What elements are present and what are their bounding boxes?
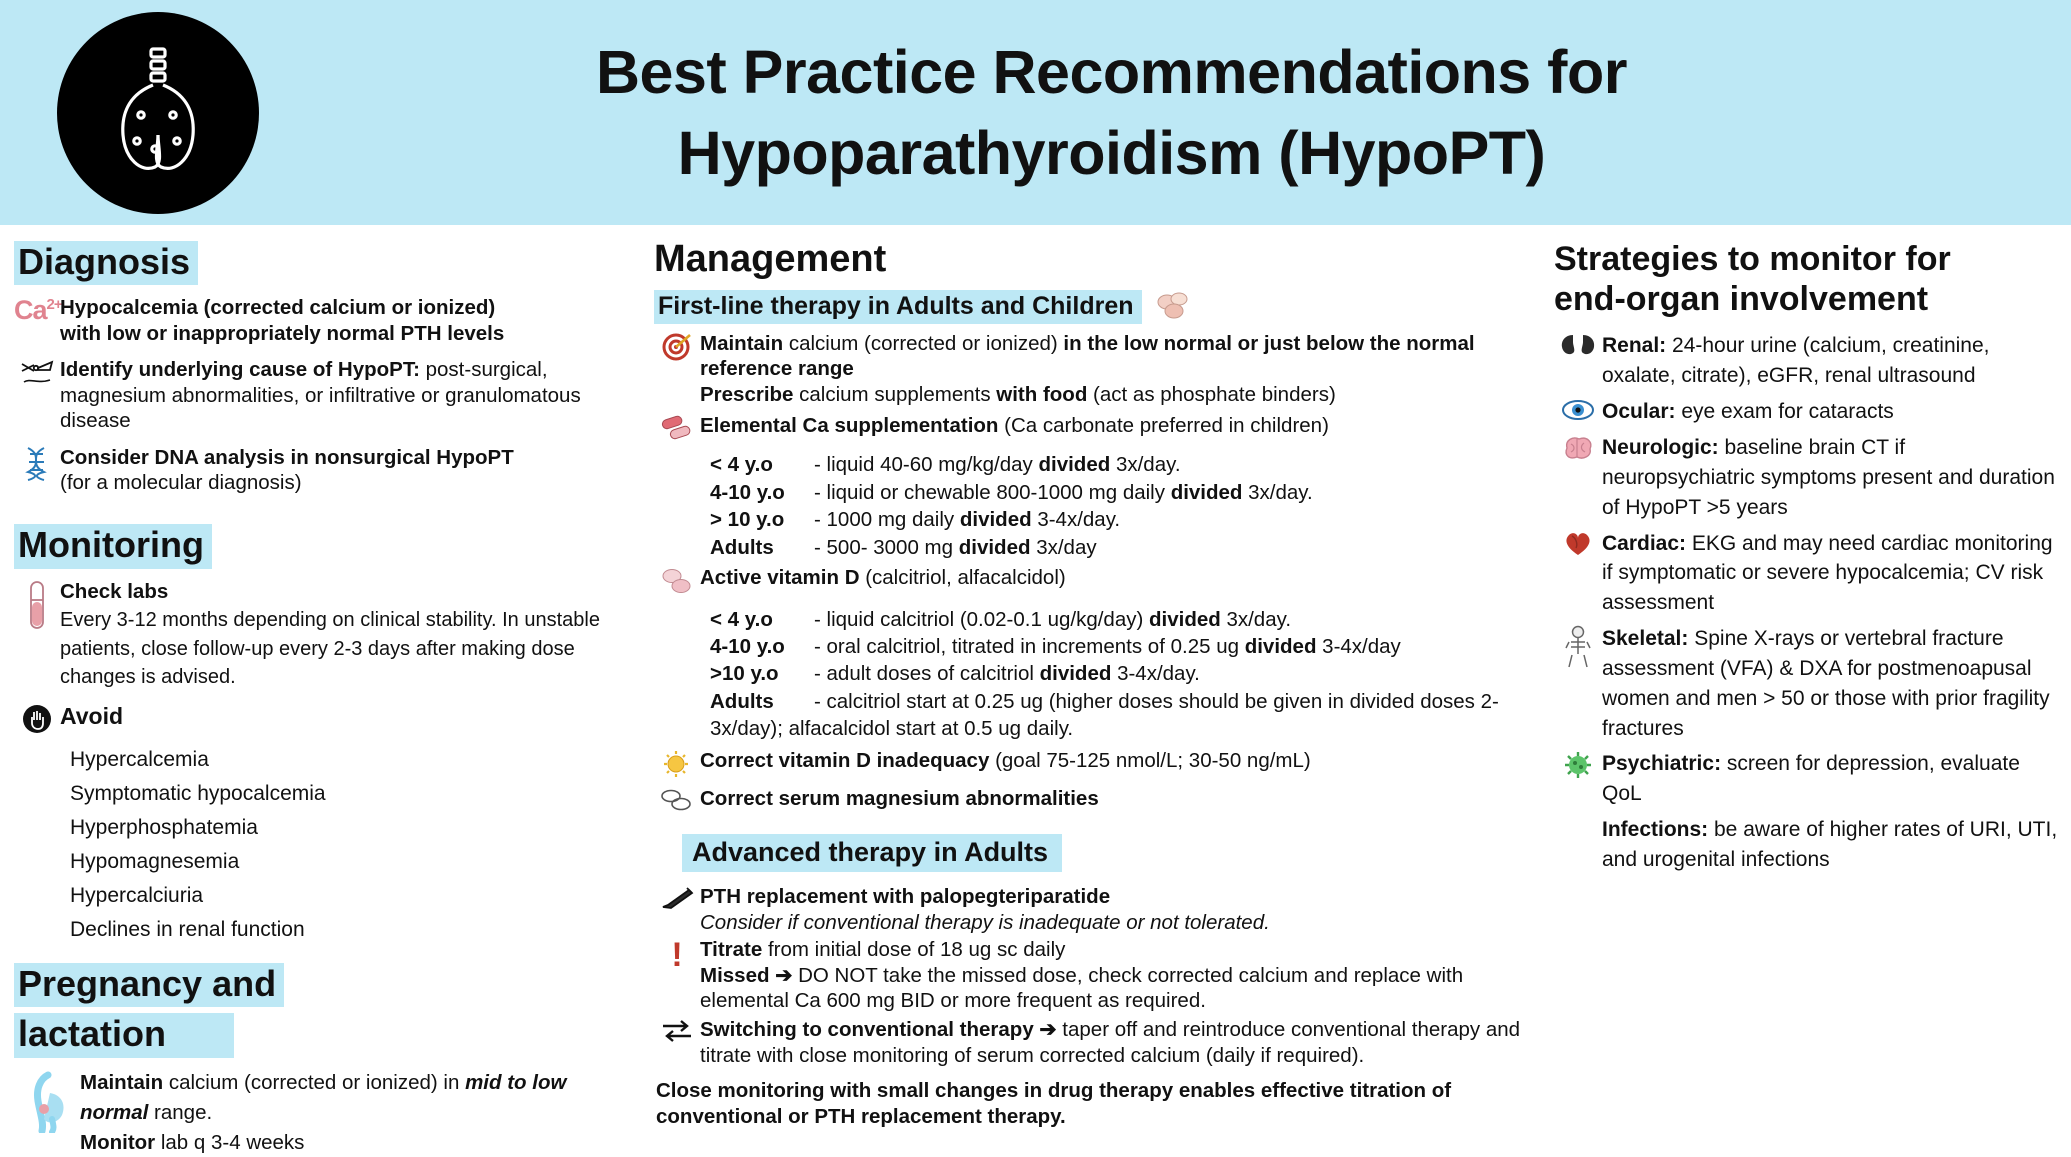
strategy-label: Psychiatric: xyxy=(1602,752,1722,776)
missed-bold: Missed ➔ xyxy=(700,963,793,987)
dose-post: 3x/day xyxy=(1030,535,1097,559)
maintain-text: calcium (corrected or ionized) xyxy=(783,331,1064,355)
dose-label: > 10 y.o xyxy=(710,508,785,532)
dose-bold: divided xyxy=(1149,607,1221,631)
tablets-icon xyxy=(654,565,700,601)
thyroid-gland-icon xyxy=(57,12,259,214)
none xyxy=(1554,815,1602,816)
exclamation-mark-icon: ! xyxy=(671,936,683,975)
diagnosis-hypocalcemia-line1: Hypocalcemia (corrected calcium or ionized) xyxy=(60,296,496,320)
management-maintain xyxy=(654,331,1530,407)
diagnosis-cause-text: post-surgical, magnesium abnormalities, or infiltrative or granulomatous disease xyxy=(60,358,581,433)
capsules-icon xyxy=(654,413,700,447)
section-heading-strategies-line2: end-organ involvement xyxy=(1554,280,1929,319)
switch-arrows-icon xyxy=(654,1017,700,1047)
virus-icon xyxy=(1554,749,1602,785)
dose-label: 4-10 y.o xyxy=(710,480,785,504)
column-right xyxy=(1540,225,2071,1147)
switching-text: taper off and reintroduce conventional therapy and titrate with close monitoring of serum corrected calcium (daily if required). xyxy=(700,1018,1521,1067)
section-heading-management: Management xyxy=(654,238,887,280)
pregnancy-maintain-text: calcium (corrected or ionized) in xyxy=(163,1070,466,1094)
dose-post: 3-4x/day. xyxy=(1111,662,1200,686)
advanced-pth-replacement xyxy=(654,884,1530,935)
pregnancy-maintain-italic: mid to low normal xyxy=(80,1070,567,1124)
dose-row xyxy=(710,534,1530,561)
dose-label: < 4 y.o xyxy=(710,607,773,631)
eye-icon xyxy=(1554,397,1602,427)
avoid-item: Hypercalciuria xyxy=(70,883,204,907)
avoid-item: Hypomagnesemia xyxy=(70,849,240,873)
management-active-vitd xyxy=(654,565,1530,601)
management-correct-mg xyxy=(654,786,1530,818)
diagnosis-dna-text: (for a molecular diagnosis) xyxy=(60,470,302,494)
dose-label: 4-10 y.o xyxy=(710,634,785,658)
diagnosis-item-dna xyxy=(14,445,622,496)
dose-row xyxy=(710,606,1530,633)
prescribe-bold: Prescribe xyxy=(700,382,794,406)
injection-pen-icon xyxy=(654,884,700,916)
section-heading-diagnosis: Diagnosis xyxy=(14,241,198,285)
diagnosis-item-underlying-cause xyxy=(14,357,622,433)
section-heading-strategies-line1: Strategies to monitor for xyxy=(1554,240,1951,278)
strategy-text: EKG and may need cardiac monitoring if symptomatic or severe hypocalcemia; CV risk assessment xyxy=(1602,531,2053,615)
strategy-text: 24-hour urine (calcium, creatinine, oxalate, citrate), eGFR, renal ultrasound xyxy=(1602,334,1990,388)
check-labs-title: Check labs xyxy=(60,579,169,603)
dose-label: >10 y.o xyxy=(710,662,779,686)
content-columns xyxy=(0,225,2071,1154)
pth-replacement-note: Consider if conventional therapy is inadequate or not tolerated. xyxy=(700,910,1270,934)
skeleton-icon xyxy=(1554,624,1602,682)
dose-pre: - adult doses of calcitriol xyxy=(814,662,1040,686)
strategy-label: Neurologic: xyxy=(1602,436,1719,460)
avoid-title: Avoid xyxy=(60,703,124,730)
switching-bold: Switching to conventional therapy ➔ xyxy=(700,1018,1057,1042)
strategy-item-skeletal xyxy=(1554,624,2059,743)
section-heading-monitoring: Monitoring xyxy=(14,524,212,568)
dose-pre: - liquid or chewable 800-1000 mg daily xyxy=(814,480,1171,504)
dose-row xyxy=(710,633,1530,660)
heart-icon xyxy=(1554,529,1602,563)
strategy-text: be aware of higher rates of URI, UTI, and urogenital infections xyxy=(1602,817,2058,871)
dose-post: 3-4x/day xyxy=(1316,634,1401,658)
dose-pre: - liquid 40-60 mg/kg/day xyxy=(814,453,1039,477)
pregnancy-maintain-bold: Maintain xyxy=(80,1070,164,1094)
column-middle xyxy=(640,225,1540,1147)
pregnant-woman-icon xyxy=(14,1068,80,1138)
strategy-item-neurologic xyxy=(1554,433,2059,522)
strategy-label: Skeletal: xyxy=(1602,627,1689,651)
with-food-bold: with food xyxy=(996,382,1088,406)
dose-pre: - calcitriol start at 0.25 ug (higher doses should be given in divided doses 2-3x/day); alfacalcidol start at 0.5 ug daily. xyxy=(710,689,1499,741)
dose-bold: divided xyxy=(959,508,1032,532)
target-icon xyxy=(654,331,700,367)
dose-bold: divided xyxy=(1038,453,1111,477)
strategy-item-renal xyxy=(1554,331,2059,391)
brain-icon xyxy=(1554,433,1602,467)
dose-pre: - 1000 mg daily xyxy=(814,508,960,532)
strategy-item-ocular xyxy=(1554,397,2059,427)
dose-row xyxy=(710,660,1530,687)
check-labs-text: Every 3-12 months depending on clinical stability. In unstable patients, close follow-up every 2-3 days after making dose changes is advised. xyxy=(60,609,600,688)
maintain-range: in the low normal or just below the normal reference range xyxy=(700,331,1475,381)
blood-test-tube-icon xyxy=(14,579,60,637)
advanced-switching xyxy=(654,1017,1530,1068)
section-heading-pregnancy-line1: Pregnancy and xyxy=(14,963,284,1007)
active-vitd-note: (calcitriol, alfacalcidol) xyxy=(859,566,1066,590)
pregnancy-item xyxy=(14,1068,622,1157)
sun-vitamin-d-icon xyxy=(654,748,700,784)
dose-post: 3-4x/day. xyxy=(1031,508,1121,532)
dose-label: Adults xyxy=(710,689,774,713)
dose-row xyxy=(710,479,1530,506)
dose-bold: divided xyxy=(958,535,1031,559)
prescribe-text: calcium supplements xyxy=(793,382,997,406)
management-elemental-ca xyxy=(654,413,1530,447)
pth-replacement-title: PTH replacement with palopegteriparatide xyxy=(700,885,1111,909)
advanced-titrate xyxy=(654,937,1530,1013)
strategy-text: baseline brain CT if neuropsychiatric symptoms present and duration of HypoPT >5 years xyxy=(1602,436,2055,519)
logo xyxy=(44,12,272,214)
strategy-item-infections xyxy=(1554,815,2059,875)
titrate-bold: Titrate xyxy=(700,938,763,962)
maintain-bold: Maintain xyxy=(700,331,784,355)
dose-pre: - 500- 3000 mg xyxy=(814,535,959,559)
missed-text: DO NOT take the missed dose, check corrected calcium and replace with elemental Ca 600 mg BID or more frequent as required. xyxy=(700,963,1464,1013)
strategy-item-cardiac xyxy=(1554,529,2059,618)
dna-helix-icon xyxy=(14,445,60,487)
dose-post: 3x/day. xyxy=(1110,453,1181,477)
avoid-item: Declines in renal function xyxy=(70,917,305,941)
avoid-item: Symptomatic hypocalcemia xyxy=(70,781,326,805)
calcium-ion-icon: $Ca^{2+}$ xyxy=(14,295,62,326)
subheading-advanced-therapy: Advanced therapy in Adults xyxy=(682,834,1062,872)
pregnancy-monitor-text: lab q 3-4 weeks xyxy=(155,1130,305,1154)
correct-mg-bold: Correct serum magnesium abnormalities xyxy=(700,787,1099,811)
column-left xyxy=(0,225,640,1154)
titrate-text: from initial dose of 18 ug sc daily xyxy=(762,938,1066,962)
dose-post: 3x/day. xyxy=(1220,607,1292,631)
dose-pre: - oral calcitriol, titrated in increments of 0.25 ug xyxy=(814,634,1245,658)
elemental-ca-note: (Ca carbonate preferred in children) xyxy=(998,414,1329,438)
strategy-item-psychiatric xyxy=(1554,749,2059,809)
pregnancy-maintain-tail: range. xyxy=(148,1100,213,1124)
kidneys-icon xyxy=(1554,331,1602,363)
correct-vitd-text: (goal 75-125 nmol/L; 30-50 ng/mL) xyxy=(989,748,1311,772)
management-footer-note: Close monitoring with small changes in drug therapy enables effective titration of conventional or PTH replacement therapy. xyxy=(656,1079,1452,1128)
active-vitd-doses xyxy=(710,606,1530,743)
diagnosis-hypocalcemia-line2: with low or inappropriately normal PTH levels xyxy=(60,321,505,345)
dose-post: 3x/day. xyxy=(1242,480,1313,504)
strategy-text: Spine X-rays or vertebral fracture assessment (VFA) & DXA for postmenoapusal women and men > 50 or those with prior fragility fractures xyxy=(1602,627,2050,740)
stop-hand-icon xyxy=(14,702,60,740)
page-header xyxy=(0,0,2071,225)
subheading-first-line-therapy: First-line therapy in Adults and Children xyxy=(654,290,1142,324)
monitoring-check-labs xyxy=(14,579,622,692)
active-vitd-title: Active vitamin D xyxy=(700,566,860,590)
pregnancy-monitor-bold: Monitor xyxy=(80,1130,156,1154)
dose-row xyxy=(710,506,1530,533)
dose-bold: divided xyxy=(1244,634,1317,658)
page-title xyxy=(272,32,2071,193)
with-food-text: (act as phosphate binders) xyxy=(1087,382,1336,406)
magnesium-pills-icon xyxy=(654,786,700,818)
strategy-label: Infections: xyxy=(1602,817,1709,841)
diagnosis-item-hypocalcemia xyxy=(14,295,622,346)
dose-label: < 4 y.o xyxy=(710,453,773,477)
diagnosis-cause-label: Identify underlying cause of HypoPT: xyxy=(60,358,420,382)
section-heading-pregnancy-line2: lactation xyxy=(14,1013,234,1057)
avoid-item: Hypercalcemia xyxy=(70,747,209,771)
strategy-label: Ocular: xyxy=(1602,399,1676,423)
dose-label: Adults xyxy=(710,535,774,559)
strategy-label: Renal: xyxy=(1602,334,1667,358)
strategy-label: Cardiac: xyxy=(1602,531,1687,555)
strategy-text: eye exam for cataracts xyxy=(1675,399,1894,423)
elemental-ca-title: Elemental Ca supplementation xyxy=(700,414,999,438)
pills-icon xyxy=(1156,290,1190,325)
dose-bold: divided xyxy=(1039,662,1112,686)
surgical-scalpel-icon xyxy=(14,357,60,393)
diagnosis-dna-label: Consider DNA analysis in nonsurgical HypoPT xyxy=(60,445,514,469)
management-correct-vitd xyxy=(654,748,1530,784)
dose-row xyxy=(710,688,1530,743)
dose-bold: divided xyxy=(1170,480,1243,504)
monitoring-avoid xyxy=(14,702,622,740)
title-line-2: Hypoparathyroidism (HypoPT) xyxy=(677,118,1546,187)
dose-row xyxy=(710,451,1530,478)
strategy-text: screen for depression, evaluate QoL xyxy=(1602,752,2020,806)
elemental-ca-doses xyxy=(710,451,1530,561)
avoid-list xyxy=(70,743,622,947)
title-line-1: Best Practice Recommendations for xyxy=(596,37,1627,106)
avoid-item: Hyperphosphatemia xyxy=(70,815,258,839)
correct-vitd-bold: Correct vitamin D inadequacy xyxy=(700,748,990,772)
dose-pre: - liquid calcitriol (0.02-0.1 ug/kg/day) xyxy=(814,607,1149,631)
